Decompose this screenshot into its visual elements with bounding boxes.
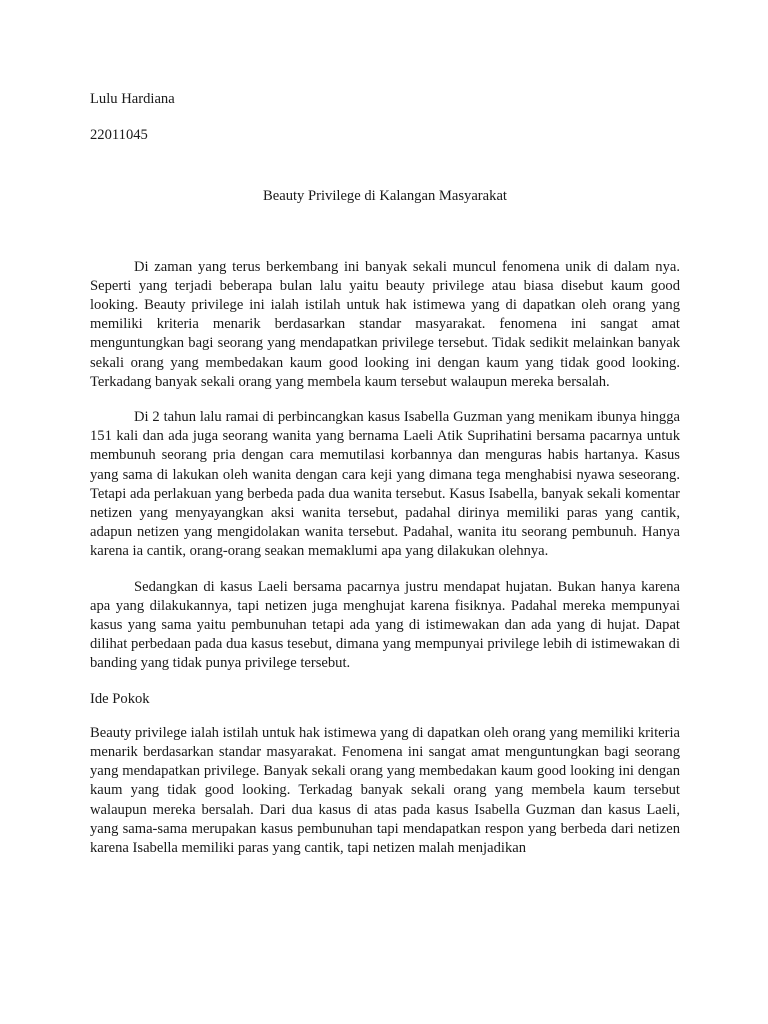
- paragraph-2: Di 2 tahun lalu ramai di perbincangkan kasus Isabella Guzman yang menikam ibunya hingga 151 kali dan ada juga seorang wanita yang bernama Laeli Atik Suprihatini bersama pacarnya untuk membunuh seorang pria dengan cara memutilasi korbannya dan menguras habis hartanya. Kasus yang sama di lakukan oleh wanita dengan cara keji yang dimana tega menghabisi nyawa seseorang. Tetapi ada perlakuan yang berbeda pada dua wanita tersebut. Kasus Isabella, banyak sekali komentar netizen yang menyayangkan aksi wanita tersebut, padahal dirinya memiliki paras yang cantik, adapun netizen yang mengidolakan wanita tersebut. Padahal, wanita itu seorang pembunuh. Hanya karena ia cantik, orang-orang seakan memaklumi apa yang dilakukan olehnya.: [90, 409, 680, 560]
- paragraph-1: Di zaman yang terus berkembang ini banyak sekali muncul fenomena unik di dalam nya. Seperti yang terjadi beberapa bulan lalu yaitu beauty privilege atau biasa disebut kaum good looking. Beauty privilege ini ialah istilah untuk hak istimewa yang di dapatkan oleh orang yang memiliki kriteria menarik berdasarkan standar masyarakat. fenomena ini sangat amat menguntungkan bagi seorang yang mendapatkan privilege tersebut. Tidak sedikit melainkan banyak sekali orang yang membedakan kaum good looking ini dengan kaum yang tidak good looking. Terkadang banyak sekali orang yang membela kaum tersebut walaupun mereka bersalah.: [90, 258, 680, 390]
- student-id: 22011045: [90, 127, 148, 144]
- summary-paragraph: Beauty privilege ialah istilah untuk hak istimewa yang di dapatkan oleh orang yang memiliki kriteria menarik berdasarkan standar masyarakat. Fenomena ini sangat amat menguntungkan bagi seorang yang mendapatkan privilege. Banyak sekali orang yang membedakan kaum good looking ini dengan kaum yang tidak good looking. Terkadag banyak sekali orang yang membela kaum tersebut walaupun mereka bersalah. Dari dua kasus di atas pada kasus Isabella Guzman dan kasus Laeli, yang sama-sama merupakan kasus pembunuhan tapi mendapatkan respon yang berbeda dari netizen karena Isabella memiliki paras yang cantik, tapi netizen malah menjadikan: [90, 724, 680, 857]
- document-title: Beauty Privilege di Kalangan Masyarakat: [263, 188, 507, 205]
- paragraph-3: Sedangkan di kasus Laeli bersama pacarnya justru mendapat hujatan. Bukan hanya karena apa yang dilakukannya, tapi netizen juga menghujat karena fisiknya. Padahal mereka mempunyai kasus yang sama yaitu pembunuhan tetapi ada yang di istimewakan dan ada yang di hujat. Dapat dilihat perbedaan pada dua kasus tesebut, dimana yang mempunyai privilege lebih di istimewakan di banding yang tidak punya privilege tersebut.: [90, 578, 680, 672]
- author-name: Lulu Hardiana: [90, 91, 175, 107]
- document-body: [90, 90, 680, 858]
- section-heading: Ide Pokok: [90, 690, 150, 707]
